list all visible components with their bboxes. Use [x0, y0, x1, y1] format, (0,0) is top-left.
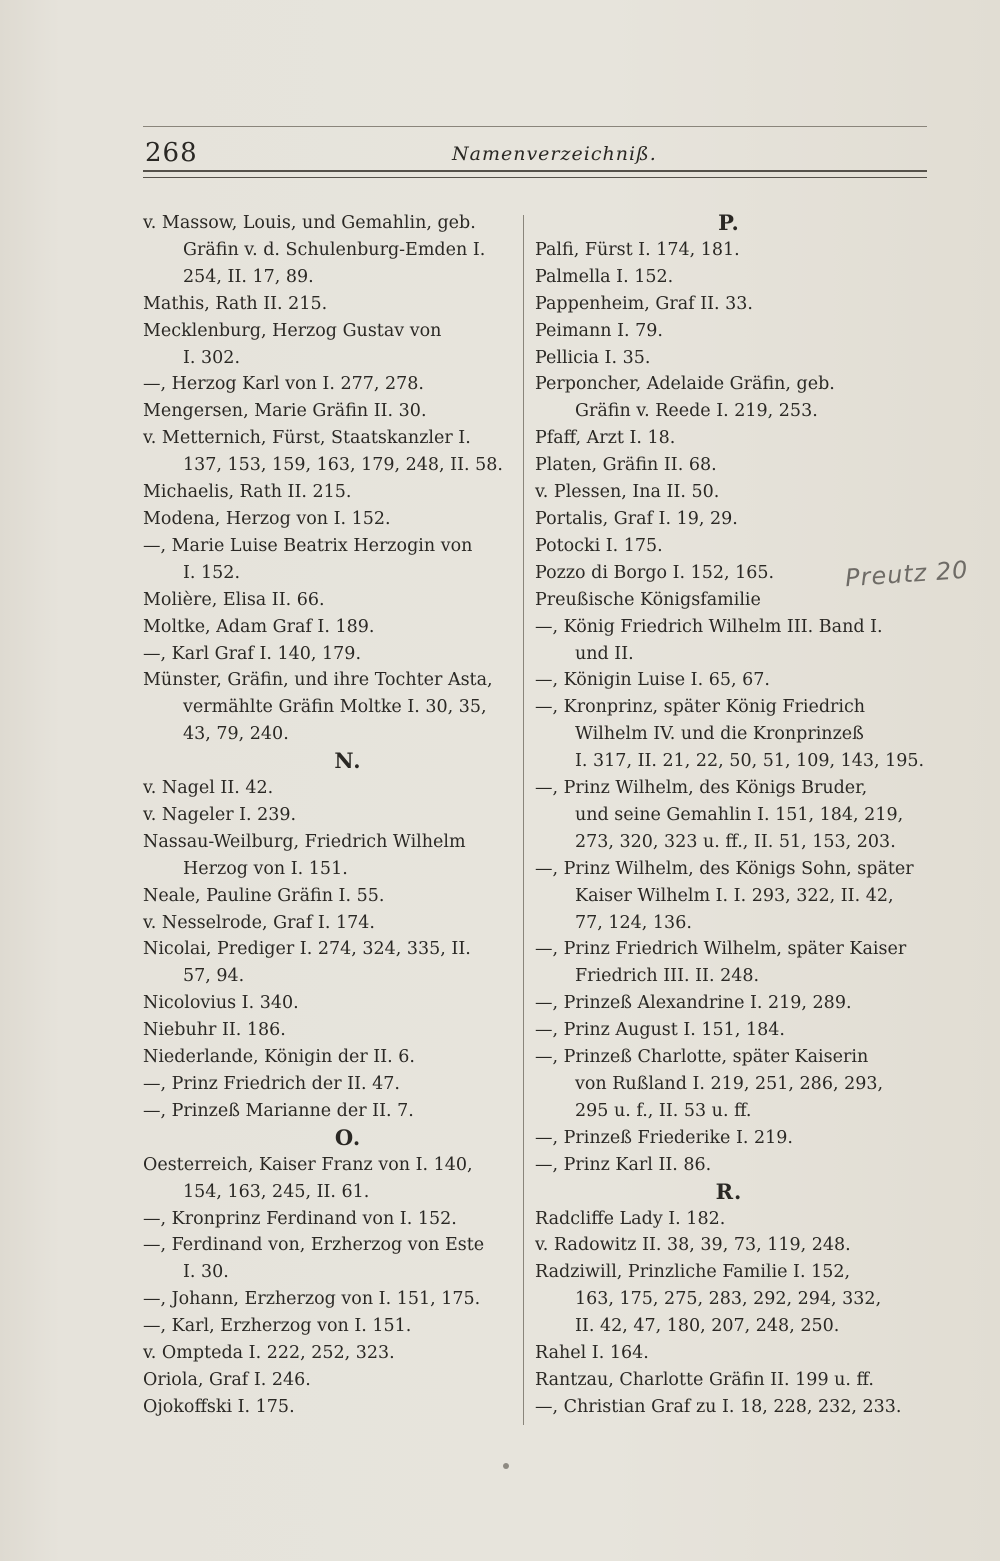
index-entry: [143, 533, 523, 587]
section-letter-heading: P.: [718, 210, 740, 235]
section-letter-heading: O.: [334, 1124, 362, 1150]
index-entry-line: Portalis, Graf I. 19, 29.: [535, 508, 738, 529]
index-entry: [143, 641, 523, 668]
index-entry-line: —, Prinz Friedrich Wilhelm, später Kaiser: [535, 939, 907, 960]
handwritten-annotation: Preutz 20: [844, 555, 970, 593]
index-entry-line: 163, 175, 275, 283, 292, 294, 332,: [575, 1289, 882, 1310]
index-entry-line: —, Prinzeß Marianne der II. 7.: [143, 1100, 414, 1121]
index-entry-line: —, Prinz Friedrich der II. 47.: [143, 1074, 400, 1094]
index-entry-line: Radziwill, Prinzliche Familie I. 152,: [535, 1262, 851, 1283]
index-entry-line: Rahel I. 164.: [535, 1343, 649, 1364]
index-entry-line: Wilhelm IV. und die Kronprinzeß: [575, 724, 864, 745]
index-entry: [535, 1044, 923, 1125]
index-entry: [535, 237, 923, 264]
index-entry-line: I. 302.: [183, 347, 241, 368]
index-entry-line: Ojokoffski I. 175.: [143, 1396, 295, 1417]
index-entry-line: Gräfin v. d. Schulenburg-Emden I.: [183, 239, 486, 260]
index-entry-line: Kaiser Wilhelm I. I. 293, 322, II. 42,: [575, 885, 894, 906]
index-entry: [143, 1313, 523, 1340]
index-entry: [143, 318, 523, 372]
index-entry-line: 273, 320, 323 u. ff., II. 51, 153, 203.: [575, 831, 896, 852]
top-rule: [143, 126, 927, 127]
index-entry-line: 295 u. f., II. 53 u. ff.: [575, 1100, 752, 1121]
index-entry-line: v. Radowitz II. 38, 39, 73, 119, 248.: [535, 1235, 851, 1256]
index-entry-line: Palfi, Fürst I. 174, 181.: [535, 239, 740, 260]
index-entry: [143, 829, 523, 883]
index-entry: [143, 936, 523, 990]
index-entry-line: Pappenheim, Graf II. 33.: [535, 293, 753, 314]
index-entry: [143, 990, 523, 1017]
index-entry-line: —, Karl Graf I. 140, 179.: [143, 643, 362, 664]
index-entry-line: Molière, Elisa II. 66.: [143, 589, 325, 610]
index-entry-line: Oriola, Graf I. 246.: [143, 1369, 311, 1390]
index-entry-line: —, Kronprinz Ferdinand von I. 152.: [143, 1208, 457, 1229]
index-entry-line: Radcliffe Lady I. 182.: [535, 1208, 726, 1229]
index-entry-line: Münster, Gräfin, und ihre Tochter Asta,: [143, 670, 493, 691]
index-entry: [143, 775, 523, 802]
index-entry-line: Gräfin v. Reede I. 219, 253.: [575, 401, 818, 422]
index-entry: [535, 345, 923, 372]
index-entry-line: Niebuhr II. 186.: [143, 1020, 286, 1041]
index-entry: [143, 1152, 523, 1206]
index-entry-line: —, Prinz Wilhelm, des Königs Sohn, später: [535, 858, 914, 879]
index-entry-line: —, Prinzeß Friederike I. 219.: [535, 1127, 793, 1148]
index-entry-line: Nassau-Weilburg, Friedrich Wilhelm: [143, 831, 466, 852]
index-entry-line: —, Karl, Erzherzog von I. 151.: [143, 1316, 412, 1337]
index-entry: [535, 1206, 923, 1233]
index-entry-line: —, Prinzeß Charlotte, später Kaiserin: [535, 1047, 869, 1068]
index-entry-line: I. 152.: [183, 562, 241, 583]
index-entry-line: Mathis, Rath II. 215.: [143, 293, 328, 314]
index-entry: [143, 1098, 523, 1125]
index-entry: [143, 1017, 523, 1044]
index-column-left: [143, 210, 523, 1421]
index-entry: [535, 1367, 923, 1394]
index-entry: [143, 1206, 523, 1233]
index-entry: [535, 1125, 923, 1152]
section-letter-heading: R.: [715, 1178, 743, 1204]
index-entry-line: —, Herzog Karl von I. 277, 278.: [143, 374, 424, 395]
index-entry-line: Neale, Pauline Gräfin I. 55.: [143, 885, 385, 906]
index-entry-line: 254, II. 17, 89.: [183, 266, 314, 287]
index-entry-line: —, Prinz Wilhelm, des Königs Bruder,: [535, 778, 868, 799]
index-entry: [535, 775, 923, 856]
column-divider: [523, 215, 524, 1425]
index-entry-line: v. Ompteda I. 222, 252, 323.: [143, 1343, 395, 1364]
index-entry: [143, 398, 523, 425]
index-entry-line: Potocki I. 175.: [535, 535, 663, 556]
index-entry: [535, 936, 923, 990]
index-entry-line: Oesterreich, Kaiser Franz von I. 140,: [143, 1154, 473, 1175]
index-entry: [535, 506, 923, 533]
index-entry-line: 137, 153, 159, 163, 179, 248, II. 58.: [183, 455, 503, 476]
index-entry-line: v. Massow, Louis, und Gemahlin, geb.: [143, 213, 476, 233]
index-entry-line: Herzog von I. 151.: [183, 858, 348, 879]
paper-speck: [503, 1463, 509, 1469]
index-entry: [535, 479, 923, 506]
index-entry: [535, 1152, 923, 1179]
index-entry-line: I. 30.: [183, 1262, 229, 1283]
index-entry-line: 43, 79, 240.: [183, 724, 289, 745]
index-entry-line: Palmella I. 152.: [535, 266, 674, 287]
index-entry: [535, 452, 923, 479]
index-entry-line: Mecklenburg, Herzog Gustav von: [143, 320, 442, 341]
index-entry: [143, 614, 523, 641]
index-entry: [535, 1340, 923, 1367]
index-entry: [143, 479, 523, 506]
index-entry-line: v. Metternich, Fürst, Staatskanzler I.: [143, 428, 471, 449]
index-entry: [535, 694, 923, 775]
index-entry-line: Mengersen, Marie Gräfin II. 30.: [143, 401, 427, 422]
index-entry: [535, 990, 923, 1017]
index-entry: [143, 587, 523, 614]
index-entry: [535, 264, 923, 291]
index-entry-line: Perponcher, Adelaide Gräfin, geb.: [535, 374, 835, 395]
index-entry: [535, 1017, 923, 1044]
index-entry-line: —, Prinz Karl II. 86.: [535, 1154, 712, 1175]
index-entry-line: Pozzo di Borgo I. 152, 165.: [535, 562, 775, 583]
index-entry-line: Nicolai, Prediger I. 274, 324, 335, II.: [143, 939, 471, 960]
index-entry-line: v. Nagel II. 42.: [143, 778, 274, 799]
index-entry-line: Friedrich III. II. 248.: [575, 966, 760, 987]
running-title: Namenverzeichniß.: [452, 143, 657, 165]
index-entry: [143, 802, 523, 829]
index-entry-line: —, Prinzeß Alexandrine I. 219, 289.: [535, 993, 852, 1014]
index-entry: [143, 910, 523, 937]
index-entry: [143, 883, 523, 910]
index-entry: [143, 506, 523, 533]
index-entry: [535, 1232, 923, 1259]
index-entry-line: Preußische Königsfamilie: [535, 589, 761, 610]
index-entry: [143, 1044, 523, 1071]
index-entry-line: vermählte Gräfin Moltke I. 30, 35,: [183, 697, 487, 718]
index-entry: [535, 318, 923, 345]
index-entry: [535, 667, 923, 694]
index-entry: [143, 1232, 523, 1286]
header-double-rule: [143, 170, 927, 178]
index-entry-line: v. Nageler I. 239.: [143, 804, 297, 825]
index-entry-line: Nicolovius I. 340.: [143, 993, 299, 1014]
index-entry-line: —, Marie Luise Beatrix Herzogin von: [143, 535, 473, 556]
index-entry-line: Michaelis, Rath II. 215.: [143, 482, 352, 503]
page-number: 268: [145, 138, 198, 168]
index-entry-line: Rantzau, Charlotte Gräfin II. 199 u. ff.: [535, 1369, 874, 1390]
index-entry: [535, 371, 923, 425]
index-entry-line: I. 317, II. 21, 22, 50, 51, 109, 143, 195.: [575, 751, 925, 772]
index-entry-line: Pellicia I. 35.: [535, 347, 651, 368]
index-entry: [143, 1286, 523, 1313]
index-entry-line: v. Plessen, Ina II. 50.: [535, 482, 720, 503]
index-entry-line: —, Ferdinand von, Erzherzog von Este: [143, 1235, 485, 1256]
index-entry-line: und II.: [575, 643, 634, 664]
index-entry-line: Moltke, Adam Graf I. 189.: [143, 616, 375, 637]
index-entry: [143, 667, 523, 748]
index-entry: [143, 425, 523, 479]
index-entry-line: —, Christian Graf zu I. 18, 228, 232, 233.: [535, 1396, 902, 1417]
index-entry-line: v. Nesselrode, Graf I. 174.: [143, 912, 375, 933]
index-entry-line: Platen, Gräfin II. 68.: [535, 455, 717, 476]
index-entry-line: —, Königin Luise I. 65, 67.: [535, 670, 770, 691]
index-entry: [143, 1340, 523, 1367]
index-entry: [535, 1259, 923, 1340]
index-entry: [535, 425, 923, 452]
index-entry-line: Pfaff, Arzt I. 18.: [535, 428, 676, 449]
index-entry: [143, 1394, 523, 1421]
index-entry-line: 154, 163, 245, II. 61.: [183, 1181, 370, 1202]
index-entry-line: Peimann I. 79.: [535, 320, 663, 341]
index-entry-line: Modena, Herzog von I. 152.: [143, 508, 391, 529]
index-entry: [535, 291, 923, 318]
index-entry: [143, 371, 523, 398]
index-entry-line: 57, 94.: [183, 966, 245, 987]
index-entry-line: —, Johann, Erzherzog von I. 151, 175.: [143, 1289, 481, 1310]
index-column-right: [535, 210, 923, 1421]
section-letter-heading: N.: [334, 748, 362, 774]
index-entry-line: 77, 124, 136.: [575, 912, 692, 933]
index-entry-line: II. 42, 47, 180, 207, 248, 250.: [575, 1316, 840, 1337]
index-entry: [143, 1367, 523, 1394]
index-entry-line: von Rußland I. 219, 251, 286, 293,: [575, 1074, 884, 1094]
index-entry: [535, 856, 923, 937]
index-entry: [535, 533, 923, 560]
index-entry: [535, 614, 923, 668]
index-entry-line: Niederlande, Königin der II. 6.: [143, 1047, 415, 1068]
index-entry-line: und seine Gemahlin I. 151, 184, 219,: [575, 804, 904, 825]
index-entry: [143, 291, 523, 318]
index-entry: [143, 210, 523, 291]
index-entry-line: —, König Friedrich Wilhelm III. Band I.: [535, 616, 883, 637]
index-entry-line: —, Prinz August I. 151, 184.: [535, 1020, 785, 1041]
index-entry: [535, 1394, 923, 1421]
index-entry-line: —, Kronprinz, später König Friedrich: [535, 697, 866, 718]
index-entry: [143, 1071, 523, 1098]
